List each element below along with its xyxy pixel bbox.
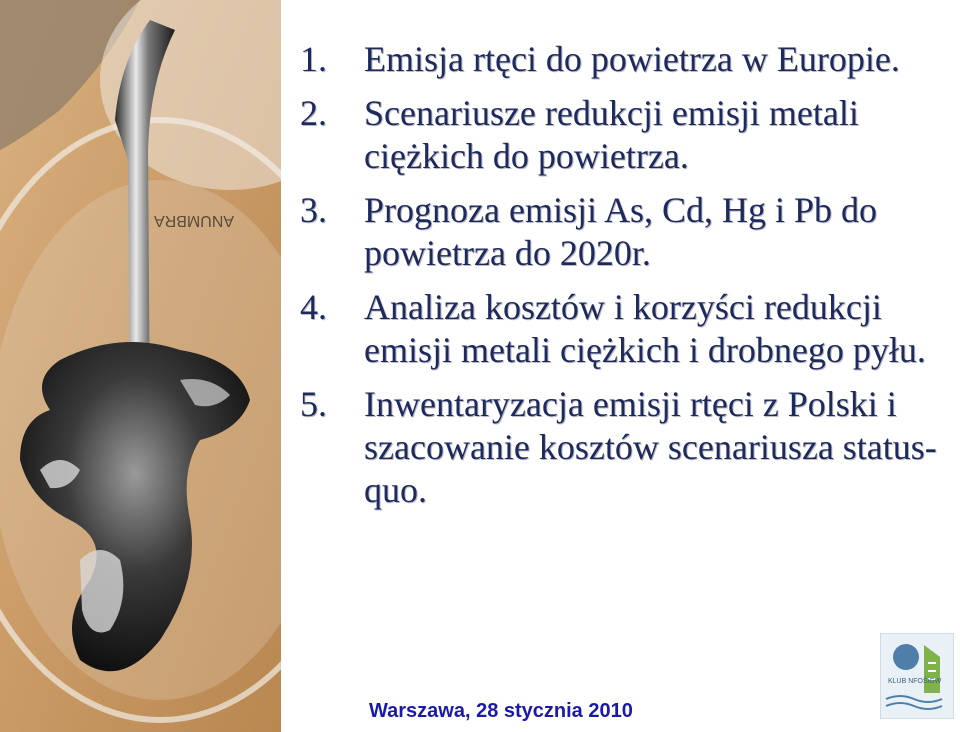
- agenda-list: [300, 38, 950, 523]
- agenda-item: [300, 189, 950, 275]
- agenda-item: [300, 286, 950, 372]
- item-number: 1.: [300, 39, 327, 79]
- agenda-item: [300, 383, 950, 512]
- agenda-item: [300, 38, 950, 81]
- item-number: 3.: [300, 190, 327, 230]
- mercury-photo: [0, 0, 281, 732]
- item-text: Inwentaryzacja emisji rtęci z Polski i szacowanie kosztów scenariusza status-quo.: [364, 384, 937, 510]
- dish-label: ANUMBRA: [153, 212, 234, 229]
- logo-text: KLUB NFOŚiGW: [888, 678, 942, 685]
- item-text: Emisja rtęci do powietrza w Europie.: [364, 39, 900, 79]
- item-number: 5.: [300, 384, 327, 424]
- agenda-item: [300, 92, 950, 178]
- item-number: 4.: [300, 287, 327, 327]
- item-number: 2.: [300, 93, 327, 133]
- logo: [880, 633, 954, 719]
- item-text: Prognoza emisji As, Cd, Hg i Pb do powietrza do 2020r.: [364, 190, 878, 273]
- item-text: Scenariusze redukcji emisji metali ciężkich do powietrza.: [364, 93, 859, 176]
- footer-date: Warszawa, 28 stycznia 2010: [369, 700, 633, 722]
- item-text: Analiza kosztów i korzyści redukcji emisji metali ciężkich i drobnego pyłu.: [364, 287, 926, 370]
